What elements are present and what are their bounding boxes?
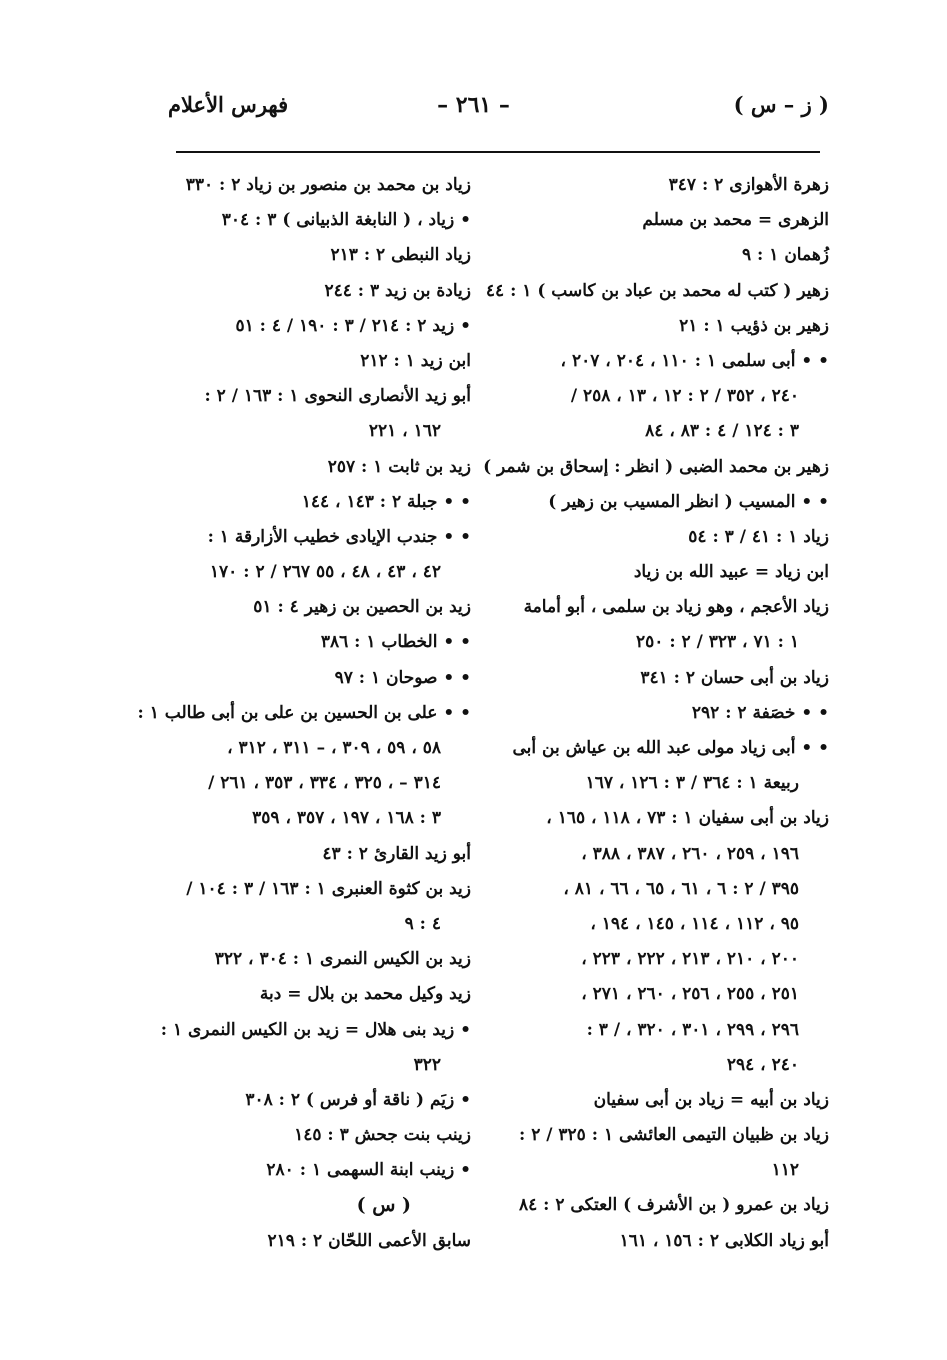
section-letters-heading: ( ز – س ) <box>733 92 829 117</box>
index-entry: زياد بن أبيه = زياد بن أبى سفيان <box>593 1089 829 1110</box>
index-entry-continuation: ٤ : ٩ <box>404 913 441 934</box>
index-entry: زهير ( كتب له محمد بن عباد بن كاسب ) ١ : ٤٤ <box>485 280 829 301</box>
index-entry-continuation: ١ : ٧١ ، ٣٢٣ / ٢ : ٢٥٠ <box>636 632 799 653</box>
index-entry: زيادة بن زيد ٣ : ٢٤٤ <box>324 280 471 301</box>
section-heading: ( س ) <box>356 1194 411 1217</box>
index-entry: • زيد ٢ : ٢١٤ / ٣ : ١٩٠ / ٤ : ٥١ <box>235 315 471 336</box>
index-entry-continuation: ٢٩٦ ، ٢٩٩ ، ٣٠١ ، ٣٢٠ ، / ٣ : <box>586 1019 799 1040</box>
index-entry: ابن زيد ١ : ٢١٢ <box>360 350 471 371</box>
index-entry-continuation: ٣١٤ – ، ٣٢٥ ، ٣٣٤ ، ٣٥٣ ، ٢٦١ / <box>208 773 441 794</box>
index-entry-continuation: ١٦٢ ، ٢٢١ <box>368 421 441 442</box>
index-entry: • • خصَفة ٢ : ٢٩٢ <box>691 702 829 723</box>
index-entry-continuation: ٣ : ١٦٨ ، ١٩٧ ، ٣٥٧ ، ٣٥٩ <box>252 808 441 829</box>
index-entry: • • جبلة ٢ : ١٤٣ ، ١٤٤ <box>301 491 471 512</box>
index-entry: أبو زيد القارئ ٢ : ٤٣ <box>322 843 471 864</box>
index-entry: زينب بنت جحش ٣ : ١٤٥ <box>294 1125 471 1146</box>
index-entry: الزهرى = محمد بن مسلم <box>642 210 829 231</box>
index-entry-continuation: ٢٤٠ ، ٣٥٢ / ٢ : ١٢ ، ١٣ ، ٢٥٨ / <box>570 386 799 407</box>
index-title: فهرس الأعلام <box>168 92 289 117</box>
left-column <box>137 168 471 1259</box>
index-entry: زهير بن محمد الضبى ( انظر : إسحاق بن شمر ) <box>483 456 829 477</box>
index-entry-continuation: ٣٩٥ / ٢ : ٦ ، ٦١ ، ٦٥ ، ٦٦ ، ٨١ ، <box>563 878 799 899</box>
index-entry-continuation: ٥٨ ، ٥٩ ، ٣٠٩ ، – ٣١١ ، ٣١٢ ، <box>227 738 441 758</box>
index-entry-continuation: ٩٥ ، ١١٢ ، ١١٤ ، ١٤٥ ، ١٩٤ ، <box>590 913 799 934</box>
index-entry: أبو زياد الكلابى ٢ : ١٥٦ ، ١٦١ <box>619 1230 829 1251</box>
index-entry: زياد بن أبى سفيان ١ : ٧٣ ، ١١٨ ، ١٦٥ ، <box>546 808 829 829</box>
index-entry: • • صوحان ١ : ٩٧ <box>334 667 471 688</box>
index-entry-continuation: ٣ : ١٢٤ / ٤ : ٨٣ ، ٨٤ <box>645 421 799 442</box>
index-entry: • • جندب الإيادى خطيب الأزارقة ١ : <box>207 526 471 547</box>
index-entry: زياد بن أبى حسان ٢ : ٣٤١ <box>640 667 829 688</box>
index-entry-continuation: ٢٠٠ ، ٢١٠ ، ٢١٣ ، ٢٢٢ ، ٢٢٣ ، <box>581 949 799 970</box>
index-entry: زياد بن محمد بن منصور بن زياد ٢ : ٣٣٠ <box>185 175 471 195</box>
index-entry: زياد بن عمرو ( بن الأشرف ) العتكى ٢ : ٨٤ <box>518 1195 829 1216</box>
index-entry: زهرة الأهوازى ٢ : ٣٤٧ <box>668 175 829 195</box>
index-entry: • • على بن الحسين بن على بن أبى طالب ١ : <box>137 702 471 723</box>
index-entry: زياد بن ظبيان التيمى العائشى ١ : ٣٢٥ / ٢ : <box>519 1125 829 1146</box>
index-entry: زياد الأعجم ، وهو زياد بن سلمى ، أبو أمامة <box>523 597 829 618</box>
header-rule <box>176 151 820 153</box>
index-entry: زياد ١ : ٤١ / ٣ : ٥٤ <box>688 526 829 547</box>
index-entry: سابق الأعمى اللحّان ٢ : ٢١٩ <box>267 1230 471 1251</box>
index-entry: • • أبى زياد مولى عبد الله بن عياش بن أبى <box>512 738 829 758</box>
index-entry: • زيد بنى هلال = زيد بن الكيس النمرى ١ : <box>160 1019 471 1040</box>
index-entry-continuation: ٢٥١ ، ٢٥٥ ، ٢٥٦ ، ٢٦٠ ، ٢٧١ ، <box>581 984 799 1005</box>
index-entry-continuation: ١٩٦ ، ٢٥٩ ، ٢٦٠ ، ٣٨٧ ، ٣٨٨ ، <box>581 843 799 864</box>
page-number: – ٢٦١ – <box>437 92 510 118</box>
index-entry: • زينب ابنة السهمى ١ : ٢٨٠ <box>266 1160 471 1181</box>
index-entry-continuation: ربيعة ١ : ٣٦٤ / ٣ : ١٢٦ ، ١٦٧ <box>585 773 799 794</box>
index-entry: زُهمان ١ : ٩ <box>742 245 829 266</box>
index-entry: زيد بن كثوة العنبرى ١ : ١٦٣ / ٣ : ١٠٤ / <box>186 878 471 899</box>
index-entry: زيد بن ثابت ١ : ٢٥٧ <box>327 456 471 477</box>
index-entry-continuation: ٢٤٠ ، ٢٩٤ <box>726 1054 799 1075</box>
index-entry: زيد وكيل محمد بن بلال = دبة <box>259 984 471 1005</box>
index-entry: • • المسيب ( انظر المسيب بن زهير ) <box>548 491 829 512</box>
index-entry: زيد بن الحصين بن زهير ٤ : ٥١ <box>253 597 471 618</box>
index-entry: أبو زيد الأنصارى النحوى ١ : ١٦٣ / ٢ : <box>204 386 471 407</box>
index-entry: زياد النبطى ٢ : ٢١٣ <box>330 245 471 266</box>
index-entry: • زيَم ( ناقة أو فرس ) ٢ : ٣٠٨ <box>245 1089 471 1110</box>
index-entry-continuation: ١١٢ <box>771 1160 799 1181</box>
right-column <box>483 168 829 1259</box>
index-entry: زهير بن ذؤيب ١ : ٢١ <box>679 315 829 336</box>
index-entry: • • أبى سلمى ١ : ١١٠ ، ٢٠٤ ، ٢٠٧ ، <box>560 350 829 371</box>
index-entry: زيد بن الكيس النمرى ١ : ٣٠٤ ، ٣٢٢ <box>214 949 471 970</box>
index-entry: • زياد ، ( النابغة الذبيانى ) ٣ : ٣٠٤ <box>221 210 471 231</box>
index-entry-continuation: ٤٢ ، ٤٣ ، ٤٨ ، ٥٥ ٢٦٧ / ٢ : ١٧٠ <box>209 562 441 583</box>
index-entry-continuation: ٣٢٢ <box>413 1054 441 1075</box>
index-entry: ابن زياد = عبيد الله بن زياد <box>633 562 829 583</box>
index-entry: • • الخطاب ١ : ٣٨٦ <box>320 632 471 653</box>
